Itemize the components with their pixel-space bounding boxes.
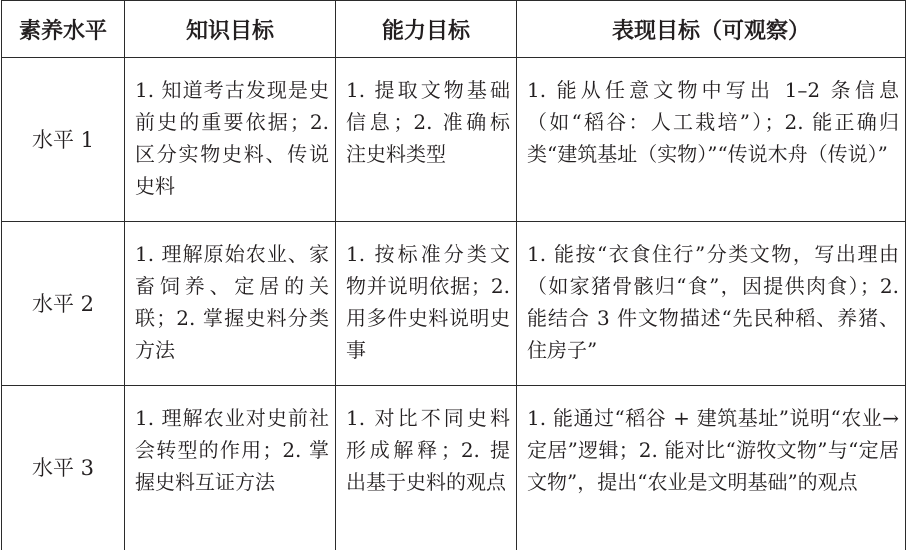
ability-cell: 1. 按标准分类文物并说明依据；2. 用多件史料说明史事: [336, 222, 517, 386]
ability-cell: 1. 对比不同史料形成解释；2. 提出基于史料的观点: [336, 386, 517, 550]
header-level: 素养水平: [2, 1, 125, 58]
performance-cell: 1. 能按“衣食住行”分类文物，写出理由（如家猪骨骸归“食”，因提供肉食）；2. 能结合 3 件文物描述“先民种稻、养猪、住房子”: [517, 222, 906, 386]
table-row: [2, 222, 906, 386]
header-row: [2, 1, 906, 58]
level-cell: 水平 3: [2, 386, 125, 550]
level-cell: 水平 1: [2, 58, 125, 222]
knowledge-cell: 1. 理解原始农业、家畜饲养、定居的关联；2. 掌握史料分类方法: [125, 222, 336, 386]
table-row: [2, 58, 906, 222]
header-ability: 能力目标: [336, 1, 517, 58]
table-row: [2, 386, 906, 550]
knowledge-cell: 1. 知道考古发现是史前史的重要依据；2. 区分实物史料、传说史料: [125, 58, 336, 222]
knowledge-cell: 1. 理解农业对史前社会转型的作用；2. 掌握史料互证方法: [125, 386, 336, 550]
literacy-level-table: [1, 0, 906, 550]
level-cell: 水平 2: [2, 222, 125, 386]
performance-cell: 1. 能从任意文物中写出 1–2 条信息（如“稻谷：人工栽培”）；2. 能正确归类“建筑基址（实物）”“传说木舟（传说）”: [517, 58, 906, 222]
performance-cell: 1. 能通过“稻谷 + 建筑基址”说明“农业→定居”逻辑；2. 能对比“游牧文物”与“定居文物”，提出“农业是文明基础”的观点: [517, 386, 906, 550]
ability-cell: 1. 提取文物基础信息；2. 准确标注史料类型: [336, 58, 517, 222]
header-knowledge: 知识目标: [125, 1, 336, 58]
header-performance: 表现目标（可观察）: [517, 1, 906, 58]
